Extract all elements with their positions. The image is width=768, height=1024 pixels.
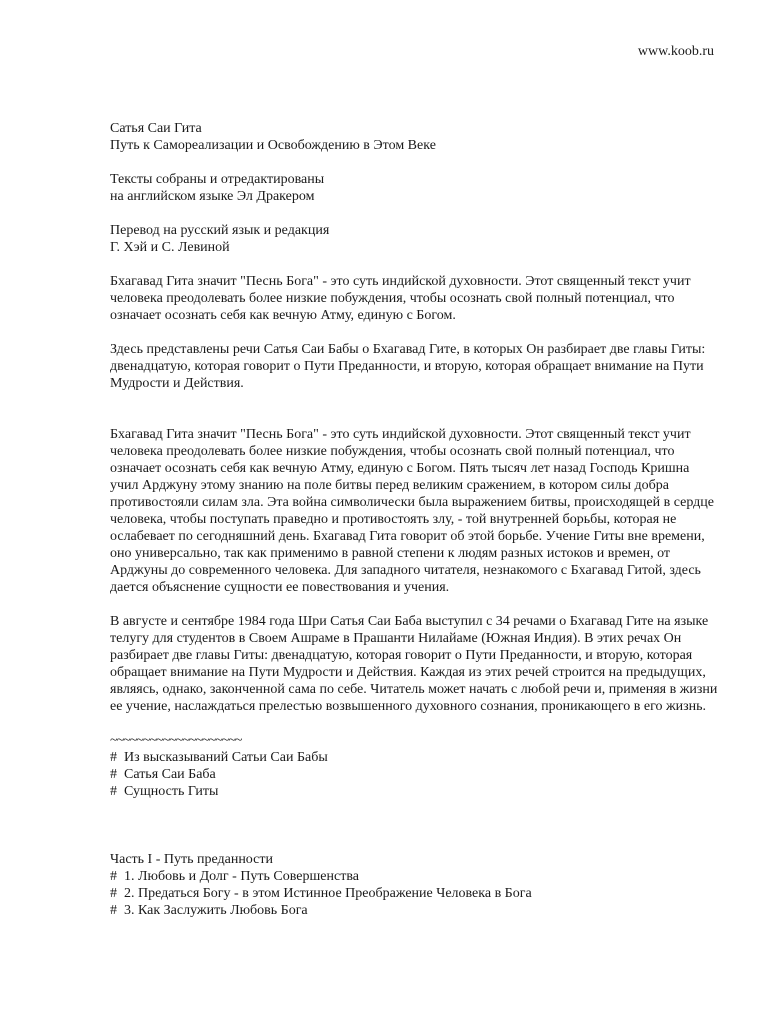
- translation-line-2: Г. Хэй и С. Левиной: [110, 240, 230, 255]
- link-chapter-1[interactable]: 1. Любовь и Долг - Путь Совершенства: [124, 869, 359, 884]
- list-item: [110, 868, 720, 885]
- list-item: [110, 766, 720, 783]
- compiled-line-1: Тексты собраны и отредактированы: [110, 172, 325, 187]
- list-item: [110, 749, 720, 766]
- title-block: [110, 120, 720, 154]
- link-chapter-2[interactable]: 2. Предаться Богу - в этом Истинное Преображение Человека в Бога: [124, 886, 532, 901]
- link-sathya-sai-baba[interactable]: Сатья Саи Баба: [124, 767, 216, 782]
- translation-line-1: Перевод на русский язык и редакция: [110, 223, 330, 238]
- translated-by: [110, 222, 720, 256]
- chapter-links: [110, 868, 720, 919]
- site-link[interactable]: www.koob.ru: [637, 44, 714, 59]
- document-body: [110, 120, 720, 919]
- hash-mark: #: [110, 750, 117, 765]
- hash-mark: #: [110, 784, 117, 799]
- hash-mark: #: [110, 869, 117, 884]
- hash-mark: #: [110, 767, 117, 782]
- front-matter-links: [110, 749, 720, 800]
- hash-mark: #: [110, 886, 117, 901]
- part-title: Часть I - Путь преданности: [110, 852, 273, 867]
- intro-paragraph: Бхагавад Гита значит "Песнь Бога" - это суть индийской духовности. Этот священный текст учит человека преодолевать более низкие побуждения, чтобы осознать свой полный потенциал, что означает осознать себя как вечную Атму, единую с Богом.: [110, 274, 691, 323]
- link-essence-of-gita[interactable]: Сущность Гиты: [124, 784, 219, 799]
- link-chapter-3[interactable]: 3. Как Заслужить Любовь Бога: [124, 903, 308, 918]
- compiled-by: [110, 171, 720, 205]
- list-item: [110, 902, 720, 919]
- compiled-line-2: на английском языке Эл Дракером: [110, 189, 315, 204]
- list-item: [110, 783, 720, 800]
- list-item: [110, 885, 720, 902]
- section-divider: ~~~~~~~~~~~~~~~~~~~~: [110, 733, 242, 748]
- intro-paragraph: Здесь представлены речи Сатья Саи Бабы о Бхагавад Гите, в которых Он разбирает две главы Гиты: двенадцатую, которая говорит о Пути Преданности, и вторую, которая обращает внимание на Пути Мудрости и Действия.: [110, 342, 706, 391]
- link-sayings[interactable]: Из высказываний Сатьи Саи Бабы: [124, 750, 328, 765]
- document-title: Сатья Саи Гита: [110, 121, 202, 136]
- hash-mark: #: [110, 903, 117, 918]
- document-subtitle: Путь к Самореализации и Освобождению в Этом Веке: [110, 138, 436, 153]
- body-paragraph: В августе и сентябре 1984 года Шри Сатья Саи Баба выступил с 34 речами о Бхагавад Гите на языке телугу для студентов в Своем Ашраме в Прашанти Нилайаме (Южная Индия). В этих речах Он разбирает две главы Гиты: двенадцатую, которая говорит о Пути Преданности, и вторую, которая обращает внимание на Пути Мудрости и Действия. Каждая из этих речей строится на предыдущих, являясь, однако, законченной сама по себе. Читатель может начать с любой речи и, применяя в жизни ее учение, наслаждаться прелестью возвышенного духовного сознания, проникающего в его жизнь.: [110, 614, 718, 714]
- body-paragraph: Бхагавад Гита значит "Песнь Бога" - это суть индийской духовности. Этот священный текст учит человека преодолевать более низкие побуждения, чтобы осознать свой полный потенциал, что означает осознать себя как вечную Атму, единую с Богом. Пять тысяч лет назад Господь Кришна учил Арджуну этому знанию на поле битвы перед великим сражением, в котором силы добра противостояли силам зла. Эта война символически была выражением битвы, происходящей в сердце человека, чтобы поступать праведно и противостоять злу, - той внутренней борьбы, которая не ослабевает по сегодняшний день. Бхагавад Гита говорит об этой борьбе. Учение Гиты вне времени, оно универсально, так как применимо в равной степени к людям разных истоков и времен, от Арджуны до современного человека. Для западного читателя, незнакомого с Бхагавад Гитой, здесь дается объяснение сущности ее повествования и учения.: [110, 427, 714, 595]
